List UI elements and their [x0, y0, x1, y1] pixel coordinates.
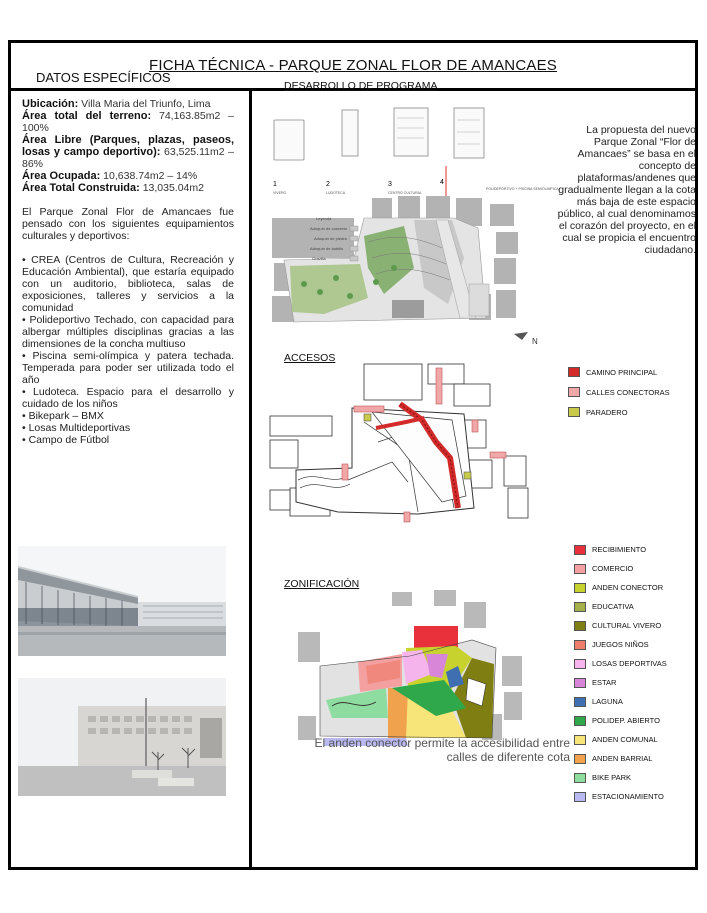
legend-label: RECIBIMIENTO [592, 545, 647, 554]
legend-label: EDUCATIVA [592, 602, 634, 611]
program-step-2-number: 2 [326, 181, 330, 188]
legend-swatch [574, 621, 586, 631]
program-site-plan [264, 108, 559, 346]
legend-label: COMERCIO [592, 564, 634, 573]
field-free-area [22, 134, 234, 170]
legend-swatch [568, 387, 580, 397]
program-step-1-number: 1 [273, 181, 277, 188]
legend-item [574, 540, 667, 559]
intro-paragraph: El Parque Zonal Flor de Amancaes fue pensado con los siguientes equipamientos culturales y deportivos: [22, 206, 234, 242]
field-value: 74,163.85m2 – 100% [22, 110, 234, 134]
list-item: • Polideportivo Techado, con capacidad para albergar múltiples disciplinas gracias a las dimensiones de la concha multiuso [22, 314, 234, 350]
zoning-caption: El anden conector permite la accesibilidad entre calles de diferente cota [314, 736, 570, 764]
legend-label: ANDEN BARRIAL [592, 754, 653, 763]
building-photo-exterior [18, 546, 226, 656]
plaza-photo [18, 678, 226, 796]
field-label: Ubicación: [22, 98, 79, 110]
field-location [22, 98, 234, 110]
map-legend-item: Adoquín de concreto [310, 226, 347, 231]
legend-item [574, 768, 667, 787]
program-step-3-number: 3 [388, 181, 392, 188]
map-legend-item: Gravilla [312, 256, 326, 261]
legend-label: ANDEN CONECTOR [592, 583, 664, 592]
legend-swatch [574, 659, 586, 669]
zoning-legend [574, 540, 667, 806]
legend-label: CAMINO PRINCIPAL [586, 367, 658, 377]
list-item: • Losas Multideportivas [22, 422, 131, 434]
legend-item [574, 749, 667, 768]
program-description: La propuesta del nuevo Parque Zonal “Flor de Amancaes” se basa en el concepto de plataformas/andenes que gradualmente llegan a la cota más baja de este espacio público, al cual denominamos el corazón del proyecto, en el cual se propicia el encuentro ciudadano. [557, 124, 696, 256]
legend-swatch [574, 678, 586, 688]
list-item: • CREA (Centros de Cultura, Recreación y Educación Ambiental), que estaría equipado con un auditorio, biblioteca, salas de exposiciones, talleres y servicios a la comunidad [22, 254, 234, 314]
legend-swatch [568, 367, 580, 377]
field-value: 63,525.11m2 – 86% [22, 146, 235, 170]
legend-item [574, 597, 667, 616]
legend-swatch [574, 735, 586, 745]
field-occupied-area [22, 170, 234, 182]
program-step-4-label: POLIDEPORTIVO + PISCINA SEMIOLIMPICA [486, 187, 559, 191]
access-site-plan [268, 362, 558, 522]
specific-data-column [22, 72, 234, 446]
legend-label: ESTAR [592, 678, 617, 687]
field-label: Área total del terreno: [22, 110, 152, 122]
legend-item-bus-stop [568, 402, 670, 422]
legend-label: JUEGOS NIÑOS [592, 640, 649, 649]
legend-swatch [574, 640, 586, 650]
bus-stop-marker [364, 414, 371, 421]
svg-text:N: N [532, 337, 538, 346]
legend-swatch [574, 697, 586, 707]
list-item: • Piscina semi-olímpica y patera techada. Temperada para poder ser utilizada todo el año [22, 350, 234, 386]
legend-item-connector-streets [568, 382, 670, 402]
program-step-3-label: CENTRO CULTURAL [388, 191, 422, 195]
legend-label: ANDEN COMUNAL [592, 735, 658, 744]
map-legend-item: Adoquín de piedra [314, 236, 347, 241]
legend-item [574, 692, 667, 711]
legend-swatch [574, 773, 586, 783]
program-step-1-label: VIVERO [273, 191, 287, 195]
legend-item [574, 787, 667, 806]
field-value: Villa Maria del Triunfo, Lima [81, 98, 211, 110]
program-step-4-number: 4 [440, 179, 444, 186]
program-section-title: DESARROLLO DE PROGRAMA [284, 80, 438, 92]
legend-label: LAGUNA [592, 697, 623, 706]
access-legend [568, 362, 670, 422]
legend-item [574, 711, 667, 730]
legend-item [574, 673, 667, 692]
legend-item [574, 654, 667, 673]
legend-item [574, 559, 667, 578]
legend-swatch [574, 716, 586, 726]
legend-label: BIKE PARK [592, 773, 632, 782]
legend-swatch [574, 754, 586, 764]
map-legend-title: Leyenda [316, 216, 332, 221]
legend-label: POLIDEP. ABIERTO [592, 716, 660, 725]
legend-swatch [574, 583, 586, 593]
column-divider [249, 91, 252, 867]
list-item: • Ludoteca. Espacio para el desarrollo y cuidado de los niños [22, 386, 234, 410]
bus-stop-marker [464, 472, 471, 479]
program-step-2-label: LUDOTECA [326, 191, 346, 195]
legend-label: LOSAS DEPORTIVAS [592, 659, 667, 668]
legend-item [574, 635, 667, 654]
legend-swatch [574, 564, 586, 574]
legend-swatch [574, 602, 586, 612]
access-section-title: ACCESOS [284, 352, 336, 364]
field-value: 10,638.74m2 – 14% [103, 170, 198, 182]
legend-item-main-path [568, 362, 670, 382]
list-item: • Bikepark – BMX [22, 410, 104, 422]
zoning-section-title: ZONIFICACIÓN [284, 578, 360, 590]
page-title: FICHA TÉCNICA - PARQUE ZONAL FLOR DE AMANCAES [149, 57, 557, 74]
field-label: Área Libre (Parques, plazas, paseos, losas y campo deportivo): [22, 134, 234, 158]
field-total-area [22, 110, 234, 134]
legend-swatch [568, 407, 580, 417]
map-legend-item: Adoquín de ladrillo [310, 246, 344, 251]
legend-item [574, 730, 667, 749]
field-label: Área Total Construida: [22, 182, 140, 194]
specific-data-heading: DATOS ESPECÍFICOS [36, 70, 171, 85]
list-item: • Campo de Fútbol [22, 434, 110, 446]
legend-item [574, 578, 667, 597]
legend-label: PARADERO [586, 407, 628, 417]
legend-label: CALLES CONECTORAS [586, 387, 670, 397]
field-value: 13,035.04m2 [142, 182, 204, 194]
field-label: Área Ocupada: [22, 170, 101, 182]
zoning-site-plan [296, 588, 526, 748]
legend-item [574, 616, 667, 635]
facilities-list [22, 254, 234, 446]
legend-swatch [574, 545, 586, 555]
legend-swatch [574, 792, 586, 802]
legend-label: ESTACIONAMIENTO [592, 792, 664, 801]
legend-label: CULTURAL VIVERO [592, 621, 662, 630]
field-built-area [22, 182, 234, 194]
